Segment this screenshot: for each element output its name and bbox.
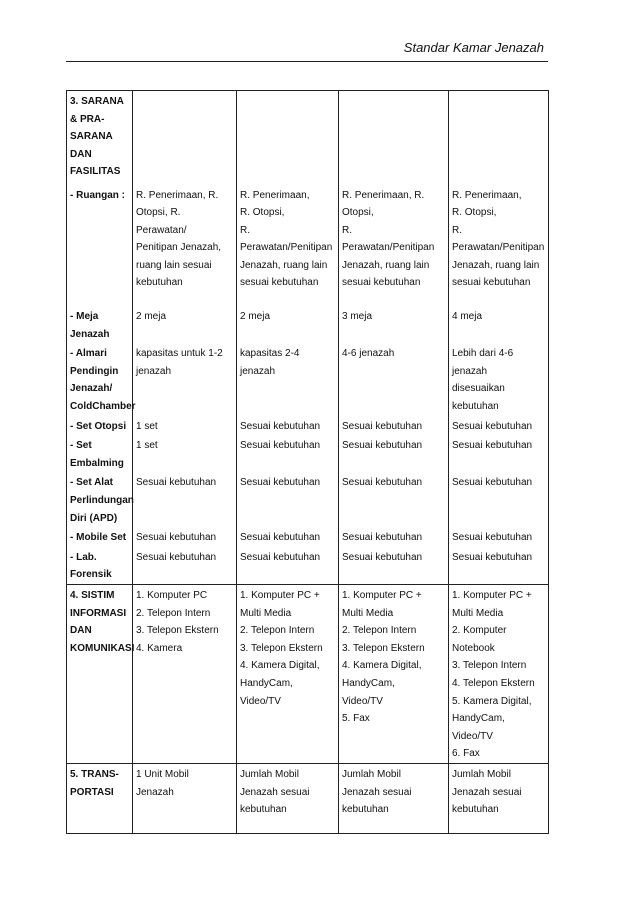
table-cell (339, 91, 449, 185)
row-label: 3. SARANA & PRA- SARANA DAN FASILITAS (67, 91, 133, 185)
table-cell: 1 set (133, 416, 237, 436)
table-cell: Sesuai kebutuhan (339, 472, 449, 527)
row-label: - Set Alat Perlindungan Diri (APD) (67, 472, 133, 527)
table-cell: Sesuai kebutuhan (237, 527, 339, 547)
table-cell: 1. Komputer PC + Multi Media 2. Telepon Intern 3. Telepon Ekstern 4. Kamera Digital, HandyCam, Video/TV 5. Fax (339, 584, 449, 763)
row-label: - Ruangan : (67, 185, 133, 293)
table-row (67, 547, 549, 585)
table-cell: Jumlah Mobil Jenazah sesuai kebutuhan (449, 763, 549, 833)
table-cell: Sesuai kebutuhan (237, 416, 339, 436)
table-cell (237, 91, 339, 185)
table-cell: Sesuai kebutuhan (133, 527, 237, 547)
table-cell: Sesuai kebutuhan (449, 472, 549, 527)
table-cell: Sesuai kebutuhan (133, 547, 237, 585)
table-cell: 1 Unit Mobil Jenazah (133, 763, 237, 833)
table-cell: Sesuai kebutuhan (449, 527, 549, 547)
table-row (67, 185, 549, 293)
table-cell: Sesuai kebutuhan (339, 416, 449, 436)
table-cell (133, 91, 237, 185)
table-row (67, 416, 549, 436)
table-cell: 1. Komputer PC + Multi Media 2. Telepon Intern 3. Telepon Ekstern 4. Kamera Digital, HandyCam, Video/TV (237, 584, 339, 763)
row-label: - Set Embalming (67, 435, 133, 472)
row-label: - Set Otopsi (67, 416, 133, 436)
table-cell: Sesuai kebutuhan (339, 435, 449, 472)
table-cell: Sesuai kebutuhan (449, 547, 549, 585)
table-cell: 2 meja (133, 306, 237, 343)
table-cell: 2 meja (237, 306, 339, 343)
table-row (67, 91, 549, 185)
table-cell: kapasitas 2-4 jenazah (237, 343, 339, 415)
table-cell: Sesuai kebutuhan (133, 472, 237, 527)
table-cell: Jumlah Mobil Jenazah sesuai kebutuhan (339, 763, 449, 833)
table-cell: 1 set (133, 435, 237, 472)
table-row (67, 472, 549, 527)
row-label: - Mobile Set (67, 527, 133, 547)
table-cell: Sesuai kebutuhan (449, 416, 549, 436)
table-row (67, 584, 549, 763)
table-row (67, 435, 549, 472)
table-cell: Sesuai kebutuhan (237, 547, 339, 585)
table-cell: 4-6 jenazah (339, 343, 449, 415)
standards-table (66, 90, 549, 834)
table-cell: 1. Komputer PC 2. Telepon Intern 3. Telepon Ekstern 4. Kamera (133, 584, 237, 763)
table-cell (237, 292, 339, 306)
table-cell: 4 meja (449, 306, 549, 343)
table-cell: Lebih dari 4-6 jenazah disesuaikan kebutuhan (449, 343, 549, 415)
row-label (67, 292, 133, 306)
table-cell: R. Penerimaan, R. Otopsi, R. Perawatan/Penitipan Jenazah, ruang lain sesuai kebutuhan (339, 185, 449, 293)
table-cell: Sesuai kebutuhan (237, 435, 339, 472)
table-cell: kapasitas untuk 1-2 jenazah (133, 343, 237, 415)
table-row (67, 292, 549, 306)
row-label: 5. TRANS- PORTASI (67, 763, 133, 833)
table-cell: Sesuai kebutuhan (449, 435, 549, 472)
table-row (67, 306, 549, 343)
table-cell (339, 292, 449, 306)
table-cell (133, 292, 237, 306)
row-label: 4. SISTIM INFORMASI DAN KOMUNIKASI (67, 584, 133, 763)
table-cell: 3 meja (339, 306, 449, 343)
table-row (67, 527, 549, 547)
table-cell: 1. Komputer PC + Multi Media 2. Komputer Notebook 3. Telepon Intern 4. Telepon Ekstern 5. Kamera Digital, HandyCam, Video/TV 6. Fax (449, 584, 549, 763)
header-rule (66, 61, 548, 62)
table-row (67, 343, 549, 415)
table-cell: R. Penerimaan, R. Otopsi, R. Perawatan/Penitipan Jenazah, ruang lain sesuai kebutuhan (449, 185, 549, 293)
table-cell (449, 292, 549, 306)
row-label: - Meja Jenazah (67, 306, 133, 343)
table-cell: Jumlah Mobil Jenazah sesuai kebutuhan (237, 763, 339, 833)
page-header-title: Standar Kamar Jenazah (403, 40, 544, 55)
table-cell: R. Penerimaan, R. Otopsi, R. Perawatan/ Penitipan Jenazah, ruang lain sesuai kebutuhan (133, 185, 237, 293)
row-label: - Lab. Forensik (67, 547, 133, 585)
table-cell: Sesuai kebutuhan (339, 547, 449, 585)
table-cell: R. Penerimaan, R. Otopsi, R. Perawatan/Penitipan Jenazah, ruang lain sesuai kebutuhan (237, 185, 339, 293)
table-row (67, 763, 549, 833)
table-cell: Sesuai kebutuhan (237, 472, 339, 527)
row-label: - Almari Pendingin Jenazah/ ColdChamber (67, 343, 133, 415)
table-cell: Sesuai kebutuhan (339, 527, 449, 547)
table-cell (449, 91, 549, 185)
